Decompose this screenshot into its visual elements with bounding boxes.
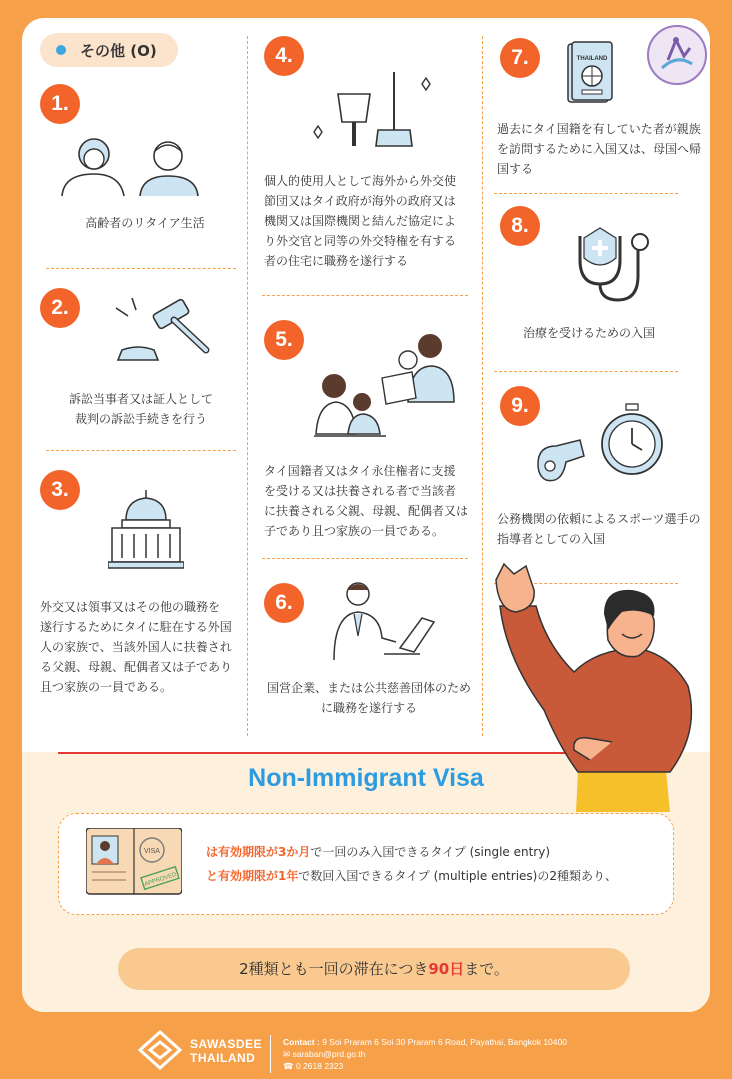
item-7-number: 7. — [500, 38, 540, 78]
elderly-couple-icon — [58, 132, 208, 198]
item-6-number: 6. — [264, 583, 304, 623]
item-9-number: 9. — [500, 386, 540, 426]
item-2-line: 裁判の訴訟手続きを行う — [74, 412, 207, 426]
contact-info — [283, 1036, 567, 1072]
email-text[interactable]: saraban@prd.go.th — [292, 1049, 366, 1059]
row-divider — [494, 371, 678, 372]
item-3-number: 3. — [40, 470, 80, 510]
item-9-line: 公務機関の依頼によるスポーツ選手の — [497, 512, 701, 526]
businessman-laptop-icon — [330, 578, 438, 664]
item-1-number: 1. — [40, 84, 80, 124]
contact-address-text: 9 Soi Praram 6 Soi 30 Praram 6 Road, Payathai, Bangkok 10400 — [319, 1037, 567, 1047]
footer-separator — [270, 1035, 271, 1073]
visa-document-icon — [86, 828, 182, 896]
visa-multiple-entry-line — [206, 867, 617, 884]
item-4-line: 個人的使用人として海外から外交使 — [264, 174, 457, 188]
brand-line-1: SAWASDEE — [190, 1037, 263, 1051]
item-1-text: 高齢者のリタイア生活 — [85, 216, 205, 230]
contact-label: Contact : — [283, 1037, 320, 1047]
item-4-line: 節団又はタイ政府が海外の政府又は — [264, 194, 456, 208]
contact-email — [283, 1048, 567, 1060]
contact-phone — [283, 1060, 567, 1072]
visa-stamp-label: VISA — [144, 848, 160, 855]
item-3-text — [40, 597, 250, 697]
family-reading-icon — [312, 330, 460, 440]
stethoscope-icon — [570, 226, 658, 304]
whistle-stopwatch-icon — [534, 402, 672, 490]
item-4-text — [264, 171, 474, 271]
item-9-line: 指導者としての入国 — [497, 532, 606, 546]
row-divider — [494, 193, 678, 194]
item-6-line: に職務を遂行する — [320, 701, 417, 715]
tag-dot — [56, 45, 66, 55]
item-5-number: 5. — [264, 320, 304, 360]
item-4-line: り外交官と同等の外交特権を有する — [264, 234, 457, 248]
stay-limit-text: 2種類とも一回の滞在につき — [239, 960, 429, 978]
item-5-line: タイ国籍者又はタイ永住権者に支援 — [264, 464, 456, 478]
item-8-text: 治療を受けるための入国 — [522, 326, 655, 340]
row-divider — [262, 295, 468, 296]
brand-line-2: THAILAND — [190, 1051, 256, 1065]
item-7-line: を訪問するために入国又は、母国へ帰 — [497, 142, 702, 156]
mail-icon: ✉ — [283, 1049, 293, 1059]
category-tag — [40, 33, 178, 67]
item-4-line: 者の住宅に職務を遂行する — [264, 254, 409, 268]
phone-text: 0 2618 2323 — [295, 1061, 344, 1071]
single-entry-highlight: は有効期限が3か月 — [206, 845, 311, 859]
capitol-building-icon — [108, 488, 184, 572]
item-3-line: 遂行するためにタイに駐在する外国 — [40, 620, 232, 634]
gavel-icon — [108, 294, 218, 366]
item-7-line: 国する — [497, 162, 534, 176]
cleaning-tools-icon — [310, 70, 440, 150]
tag-label: その他 (O) — [80, 42, 157, 60]
item-9-text — [497, 509, 707, 549]
item-7-line: 過去にタイ国籍を有していた者が親族 — [497, 122, 701, 136]
multiple-entry-highlight: と有効期限が1年 — [206, 869, 299, 883]
visa-single-entry-line — [206, 843, 550, 860]
stay-limit-suffix: まで。 — [464, 960, 509, 978]
visa-title: Non-Immigrant Visa — [248, 764, 484, 792]
item-5-text — [264, 461, 474, 541]
ministry-logo-icon — [646, 24, 708, 86]
item-5-line: 子であり且つ家族の一員である。 — [264, 524, 445, 538]
item-3-line: 外交又は領事又はその他の職務を — [40, 600, 221, 614]
item-4-number: 4. — [264, 36, 304, 76]
multiple-entry-text: で数回入国できるタイプ (multiple entries)の2種類あり、 — [298, 869, 617, 883]
item-8-number: 8. — [500, 206, 540, 246]
item-5-line: を受ける又は扶養される者で当該者 — [264, 484, 457, 498]
item-4-line: 機関又は国際機関と結んだ協定によ — [264, 214, 457, 228]
item-3-line: 人の家族で、当該外国人に扶養され — [40, 640, 232, 654]
approved-stamp-label: APPROVED — [143, 871, 178, 888]
item-5-line: に扶養される父親、母親、配偶者又は — [264, 504, 469, 518]
row-divider — [262, 558, 468, 559]
sawasdee-logo-icon — [138, 1030, 182, 1070]
item-3-line: 且つ家族の一員である。 — [40, 680, 173, 694]
passport-label: THAILAND — [576, 56, 608, 62]
item-3-line: る父親、母親、配偶者又は子であり — [40, 660, 233, 674]
passport-icon — [566, 40, 614, 104]
item-7-text — [497, 119, 707, 179]
item-6-line: 国営企業、または公共慈善団体のため — [266, 681, 471, 695]
stay-limit-banner — [118, 948, 630, 990]
item-2-line: 訴訟当事者又は証人として — [68, 392, 213, 406]
phone-icon: ☎ — [283, 1061, 296, 1071]
contact-address — [283, 1036, 567, 1048]
column-divider — [482, 36, 483, 736]
brand-name — [190, 1037, 262, 1065]
row-divider — [46, 268, 236, 269]
stay-limit-days: 90日 — [428, 960, 465, 978]
item-2-text — [46, 389, 236, 429]
item-6-text — [258, 678, 480, 718]
item-2-number: 2. — [40, 288, 80, 328]
single-entry-text: で一回のみ入国できるタイプ (single entry) — [310, 845, 551, 859]
row-divider — [46, 450, 236, 451]
